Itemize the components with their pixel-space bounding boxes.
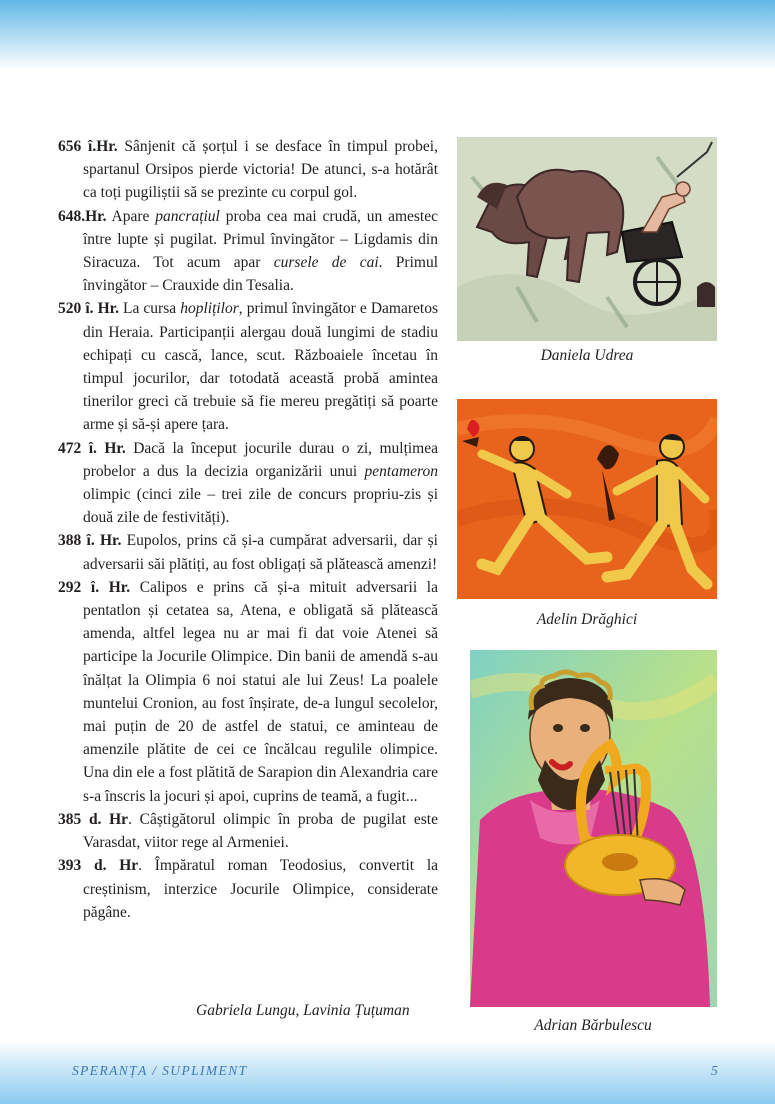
entry-292: 292 î. Hr. Calipos e prins că și-a mituit adversarii la pentatlon și cetatea sa, Atena, e obligată să plătească amenda, altfel legea nu ar mai fi dat voie Atenei să participe la Jocurile Olimpice. Din banii de amendă s-au înălțat la Olimpia 6 noi statui ale lui Zeus! La poalele muntelui Cronion, au fost înșirate, de-a lungul secolelor, mai puțin de 20 de astfel de statui, ce aminteau de amenzile plătite de cei ce încălcau regulile olimpice. Una din ele a fost plătită de Sarapion din Alexandria care s-a înscris la jocuri și apoi, cuprins de teamă, a fugit... bbox=[58, 578, 438, 805]
caption-painting-1: Daniela Udrea bbox=[540, 347, 634, 364]
caption-painting-3: Adrian Bărbulescu bbox=[534, 1017, 652, 1034]
entry-date: 393 d. Hr bbox=[58, 857, 139, 875]
entry-date: 520 î. Hr. bbox=[58, 300, 119, 318]
entry-385: 385 d. Hr. Câștigătorul olimpic în proba de pugilat este Varasdat, viitor rege al Armeniei. bbox=[58, 810, 438, 852]
page-number: 5 bbox=[711, 1063, 718, 1078]
chronology-column bbox=[58, 135, 438, 924]
entry-472: 472 î. Hr. Dacă la început jocurile durau o zi, mulțimea probelor a dus la decizia organizării unui pentameron olimpic (cinci zile – trei zile de concurs propriu-zis și două zile de festivități). bbox=[58, 439, 438, 527]
header-gradient-band bbox=[0, 0, 775, 70]
entry-520: 520 î. Hr. La cursa hopliților, primul învingător e Damaretos din Heraia. Participanții alergau două lungimi de stadiu echipați cu cască, lance, scut. Războaiele încetau în timpul jocurilor, dar totodată această probă amintea tinerilor greci că trebuie să fie mereu pregătiți să poarte arme și să-și apere țara. bbox=[58, 300, 438, 434]
painting-torch-runners bbox=[457, 399, 717, 599]
entry-648: 648.Hr. Apare pancrațiul proba cea mai crudă, un amestec între lupte și pugilat. Primul învingător – Ligdamis din Siracuza. Tot acum apar cursele de cai. Primul învingător – Crauxide din Tesalia. bbox=[58, 207, 438, 295]
entry-date: 388 î. Hr. bbox=[58, 532, 122, 550]
entry-393: 393 d. Hr. Împăratul roman Teodosius, convertit la creștinism, interzice Jocurile Olimpice, considerate păgâne. bbox=[58, 857, 438, 921]
article-authors: Gabriela Lungu, Lavinia Țuțuman bbox=[196, 1002, 410, 1019]
entry-date: 648.Hr. bbox=[58, 207, 107, 225]
painting-chariot-race bbox=[457, 137, 717, 341]
entry-388: 388 î. Hr. Eupolos, prins că și-a cumpărat adversarii, dar și adversarii săi plătiți, au fost obligați să plătească amenzi! bbox=[58, 532, 438, 573]
painting-lyre-player bbox=[470, 650, 717, 1007]
caption-painting-2: Adelin Drăghici bbox=[536, 611, 638, 628]
entry-date: 292 î. Hr. bbox=[58, 578, 131, 596]
entry-date: 656 î.Hr. bbox=[58, 138, 118, 155]
entry-date: 472 î. Hr. bbox=[58, 439, 126, 457]
entry-656: 656 î.Hr. Sânjenit că șorțul i se desface în timpul probei, spartanul Orsipos pierde victoria! De atunci, s-a hotărât ca toți pugiliștii să se prezinte cu corpul gol. bbox=[58, 138, 438, 202]
publication-name: SPERANȚA / SUPLIMENT bbox=[72, 1063, 248, 1078]
entry-date: 385 d. Hr bbox=[58, 810, 129, 828]
